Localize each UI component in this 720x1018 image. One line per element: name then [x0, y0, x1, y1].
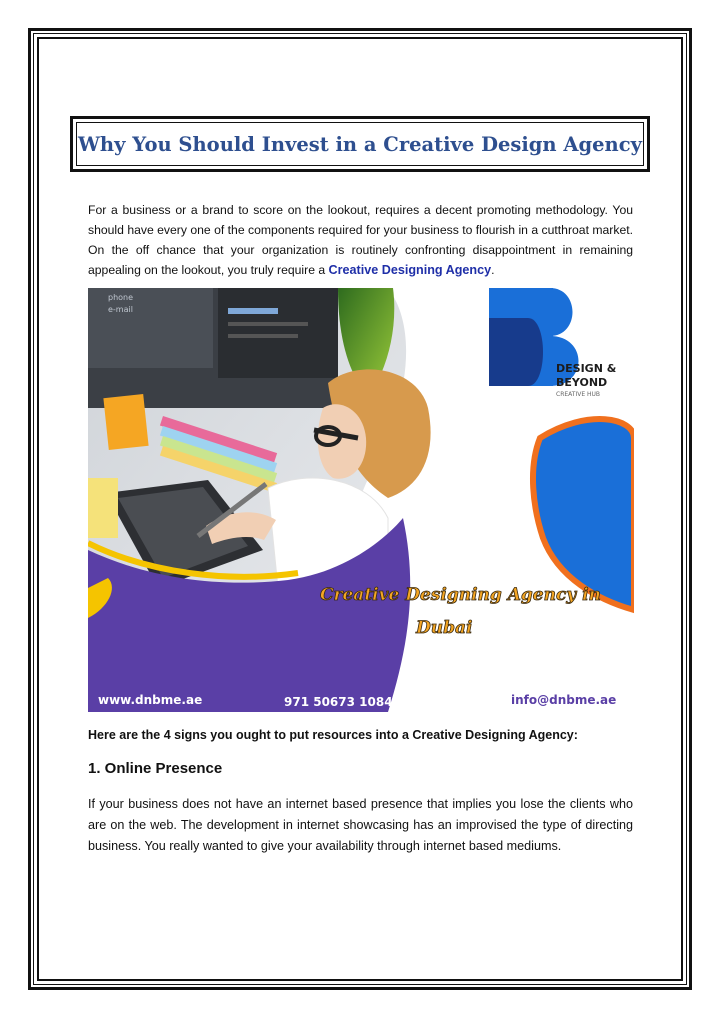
sticky-note — [103, 394, 148, 450]
intro-section — [88, 200, 633, 280]
banner-email: info@dnbme.ae — [511, 693, 617, 707]
logo-line2: BEYOND — [556, 376, 608, 389]
orange-shape — [533, 419, 634, 610]
banner-headline-line2: Dubai — [416, 618, 473, 638]
intro-text: For a business or a brand to score on the lookout, requires a decent promoting methodology. You should have every one of the components required for your business to flourish in a cutthroat market. On the off chance that your organization is routinely confronting disappointment in remaining appealing on the lookout, you truly require a — [88, 203, 633, 277]
signs-heading: Here are the 4 signs you ought to put resources into a Creative Designing Agency: — [88, 728, 578, 742]
banner-headline-line1: Creative Designing Agency in — [320, 585, 601, 605]
intro-end: . — [491, 263, 495, 277]
banner-image — [88, 288, 634, 712]
logo-tagline: CREATIVE HUB — [556, 391, 601, 398]
paper-stack — [88, 478, 118, 538]
page-title: Why You Should Invest in a Creative Design Agency — [78, 132, 642, 156]
screen-word-phone: phone — [108, 293, 134, 302]
creative-agency-link[interactable]: Creative Designing Agency — [328, 263, 492, 277]
banner-illustration — [88, 288, 634, 712]
title-box — [76, 122, 644, 166]
banner-phone: 971 50673 1084 — [284, 695, 393, 709]
screen-word-email: e-mail — [108, 305, 133, 314]
online-presence-paragraph: If your business does not have an internet based presence that implies you lose the clients who are on the web. The development in internet showcasing has an improvised the type of directing business. You really wanted to give your availability through internet based mediums. — [88, 797, 633, 853]
section-heading-online-presence: 1. Online Presence — [88, 760, 223, 777]
design-beyond-logo — [489, 288, 617, 398]
intro-paragraph — [88, 200, 633, 280]
banner-website: www.dnbme.ae — [98, 693, 203, 707]
logo-line1: DESIGN & — [556, 362, 617, 375]
